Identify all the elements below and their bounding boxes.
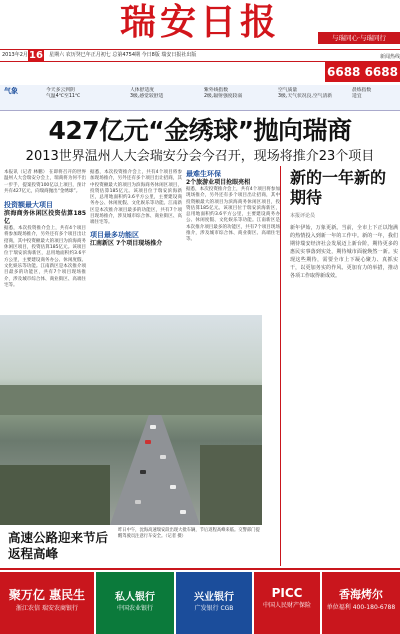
weather-label: 气象 <box>4 87 18 95</box>
ad-block[interactable]: 香海烤尔 单位福利 400-180-6788 <box>322 572 400 634</box>
weather-bar <box>0 85 400 111</box>
main-headline[interactable]: 427亿元“金绣球”抛向瑞商 <box>48 116 352 145</box>
highway-photo[interactable] <box>0 315 262 525</box>
main-subhead: 2013世界温州人大会瑞安分会今召开，现场将推介23个项目 <box>25 149 375 164</box>
weather-item: 空气质量 3级,天气状况良,空气清新 <box>278 88 333 99</box>
weekday: 星期六 <box>49 52 65 58</box>
editorial-body: 新年伊始，万象更新。当前，全市上下正以饱满的热情投入到新一年的工作中。新的一年，我们期待瑞安经济社会发展迈上新台阶，期待更多的惠民实事落到实处，期待城市面貌焕然一新。实现这些期待，需要全市上下凝心聚力、真抓实干，以更加务实的作风、更加有力的举措，推动各项工作取得新成效。 <box>290 225 398 279</box>
info-bar <box>0 49 400 62</box>
section-title: 最难生环保 <box>186 170 221 178</box>
article-body: 据悉，本次投资推介会上，共有4个项目将参加现场推介，另外还有多个项目出让招商，其中投资额最大的项目为滨海商务休闲区项目，投资估算185亿元。该项目位于瑞安滨海新区，总用地面积约3.6平方公里，主要建设商务办公、休闲度假、文化娱乐等功能。江南新区是本次推介项目最多的功能区，共有7个项目现场推介，涉及城市综合体、商业街区、高端住宅等。 <box>186 187 280 243</box>
section-title: 投资额最大项目 <box>4 201 53 210</box>
day-number: 16 <box>29 50 43 61</box>
date-issue: 2013年2月 <box>2 52 28 58</box>
section-title: 项目最多功能区 <box>90 230 139 239</box>
newspaper-title: 瑞安日报 <box>119 1 280 43</box>
section-subtitle: 滨海商务休闲区投资估算185亿 <box>4 210 86 226</box>
slogan: 与瑞同心·与瑞同行 <box>318 32 400 44</box>
article-body: 据悉，本次投资推介会上，共有4个项目将参加现场推介，另外还有多个项目出让招商，其中投资额最大的项目为滨海商务休闲区项目，投资估算185亿元。该项目位于瑞安滨海新区，总用地面积约3.6平方公里，主要建设商务办公、休闲度假、文化娱乐等功能。江南新区是本次推介项目最多的功能区，共有7个项目现场推介，涉及城市综合体、商业街区、高端住宅等。 <box>4 226 86 288</box>
weather-item: 紫外线指数 2级,辐射强度较弱 <box>204 88 243 99</box>
ad-block[interactable]: 兴业银行 广发银行 CGB <box>176 572 252 634</box>
publisher: 瑞安日报社出版 <box>161 52 197 58</box>
photo-headline[interactable]: 高速公路迎来节后返程高峰 <box>8 530 109 561</box>
editorial-title[interactable]: 新的一年新的期待 <box>290 168 387 207</box>
ad-block[interactable]: PICC 中国人民财产保险 <box>254 572 320 634</box>
article-column-1 <box>4 170 86 310</box>
hotline: 新闻热线 <box>379 54 400 60</box>
editorial-byline: 本报评论员 <box>290 213 316 219</box>
photo-caption: 昨日中午，沈海高速瑞安段出现大批车辆，节后返程高峰来临。交警部门提醒驾驶员注意行车安全。（记者 摄） <box>118 528 260 539</box>
lunar-date: 农历癸巳年正月初七 <box>65 52 111 58</box>
weather-item: 人体舒适度 3级,感觉较舒适 <box>130 88 164 99</box>
column-divider <box>280 166 281 566</box>
section-subtitle: 2个旅游业项目抢眼亮相 <box>186 179 251 186</box>
ad-block[interactable]: 聚万亿 惠民生 浙江农信 瑞安农商银行 <box>0 572 94 634</box>
ad-block[interactable]: 私人银行 中国农业银行 <box>96 572 174 634</box>
ad-strip <box>0 568 400 634</box>
weather-item: 今天多云到阴 气温4℃至11℃ <box>46 88 81 99</box>
weather-item: 晨练指数 适宜 <box>352 88 372 99</box>
article-column-2 <box>90 170 182 310</box>
article-body: 据悉，本次投资推介会上，共有4个项目将参加现场推介，另外还有多个项目出让招商，其中投资额最大的项目为滨海商务休闲区项目，投资估算185亿元。该项目位于瑞安滨海新区，总用地面积约3.6平方公里，主要建设商务办公、休闲度假、文化娱乐等功能。江南新区是本次推介项目最多的功能区，共有7个项目现场推介，涉及城市综合体、商业街区、高端住宅等。 <box>90 170 182 226</box>
section-subtitle: 江南新区 7个项目现场推介 <box>90 239 163 247</box>
article-lead: 本报讯（记者 林鹏） 在即将召开的世界温州人大会瑞安分会上，瑞商将为何不出一步手，提案投资100亿以上项目，预计共有427亿元，向瑞商抛出“金绣球”。 <box>4 170 86 194</box>
article-column-3 <box>186 170 280 310</box>
issue-number: 总第4754期 今日8版 <box>112 52 160 58</box>
top-ad-phone[interactable]: 6688 6688 <box>325 62 400 82</box>
